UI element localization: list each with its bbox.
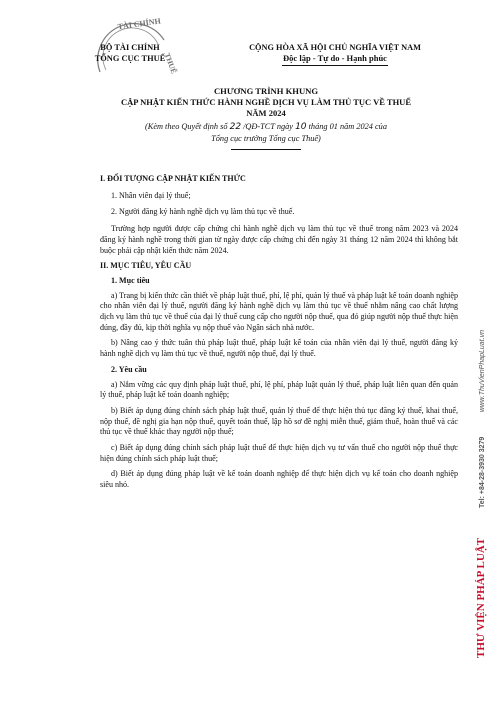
national-header: [214, 42, 456, 66]
watermark-sidebar: [470, 262, 496, 662]
subsection-heading: 2. Yêu cầu: [111, 364, 147, 374]
decision-reference: [60, 121, 472, 145]
agency-department: TỔNG CỤC THUẾ: [94, 54, 166, 63]
seal-top-text: TÀI CHÍNH: [117, 16, 162, 32]
watermark-contact: Tel: +84-28-3930 3279: [479, 436, 486, 508]
section-heading-1: I. ĐỐI TƯỢNG CẬP NHẬT KIẾN THỨC: [100, 174, 246, 183]
paragraph: d) Biết áp dụng đúng pháp luật về kế toán doanh nghiệp để thực hiện dịch vụ kế toán cho doanh nghiệp siêu nhỏ.: [100, 469, 458, 490]
paragraph: c) Biết áp dụng đúng chính sách pháp luật thuế để thực hiện dịch vụ tư vấn thuế cho người nộp thuế thực hiện đúng chính sách pháp luật thuế;: [100, 443, 458, 463]
decision-number: 22: [229, 122, 242, 132]
issuing-agency: [76, 42, 184, 64]
title-underline: [231, 149, 301, 150]
section-heading-2: II. MỤC TIÊU, YÊU CẦU: [100, 261, 192, 271]
paragraph: Trường hợp người được cấp chứng chỉ hành nghề dịch vụ làm thủ tục về thuế trong năm 2023 và 2024 đăng ký hành nghề trong thời gian từ ngày được cấp chứng chỉ đến ngày 31 tháng 12 năm 2024 thì không bắt buộc phải cập nhật kiến thức năm 2024.: [100, 224, 458, 255]
decision-text-1: (Kèm theo Quyết định số: [145, 122, 228, 131]
subsection-heading: 1. Mục tiêu: [111, 275, 150, 285]
document-body: [100, 172, 458, 491]
agency-ministry: BỘ TÀI CHÍNH: [100, 43, 160, 52]
decision-text-2: /QĐ-TCT ngày: [243, 122, 293, 131]
nation-name: CỘNG HÒA XÃ HỘI CHỦ NGHĨA VIỆT NAM: [249, 43, 421, 52]
list-item: 2. Người đăng ký hành nghề dịch vụ làm thủ tục về thuế.: [111, 207, 295, 217]
watermark-brand: THƯ VIỆN PHÁP LUẬT: [475, 537, 487, 658]
nation-motto: Độc lập - Tự do - Hạnh phúc: [283, 53, 387, 63]
list-item: 1. Nhân viên đại lý thuế;: [111, 190, 191, 200]
document-year: NĂM 2024: [246, 108, 286, 118]
seal-right-text: THUẾ: [162, 51, 178, 75]
document-title: CHƯƠNG TRÌNH KHUNG: [213, 86, 319, 96]
paragraph: b) Biết áp dụng đúng chính sách pháp luật thuế, quản lý thuế để thực hiện thủ tục đăng ký thuế, khai thuế, nộp thuế, đề nghị gia hạn nộp thuế, quyết toán thuế, lập hồ sơ đề nghị miễn thuế, giảm thuế, hoàn thuế và các thủ tục về thuế khác thay người nộp thuế;: [100, 405, 458, 437]
decision-day: 10: [295, 122, 307, 132]
document-title-block: [60, 86, 472, 150]
paragraph: a) Nắm vững các quy định pháp luật thuế, phí, lệ phí, pháp luật quản lý thuế, pháp luật liên quan đến quản lý thuế, pháp luật kế toán doanh nghiệp;: [100, 379, 458, 400]
decision-text-4: Tổng cục trưởng Tổng cục Thuế): [211, 134, 321, 143]
paragraph: b) Nâng cao ý thức tuân thủ pháp luật thuế, pháp luật kế toán của nhân viên đại lý thuế, người đăng ký hành nghề dịch vụ làm thủ tục về thuế, người nộp thuế, đại lý thuế.: [100, 338, 458, 359]
watermark-url: www.ThuVienPhapLuat.vn: [479, 330, 486, 412]
motto-underline: [282, 65, 388, 66]
decision-text-3: tháng 01 năm 2024 của: [308, 122, 387, 131]
paragraph: a) Trang bị kiến thức cần thiết về pháp luật thuế, phí, lệ phí, quản lý thuế và pháp luật kế toán doanh nghiệp cho nhân viên đại lý thuế, người đăng ký hành nghề dịch vụ làm thủ tục về thuế nhằm nâng cao chất lượng dịch vụ làm thủ tục về thuế của đại lý thuế cung cấp cho người nộp thuế, qua đó giúp người nộp thuế thực hiện đúng, đầy đủ, kịp thời nghĩa vụ nộp thuế vào Ngân sách nhà nước.: [100, 290, 458, 332]
document-subtitle: CẬP NHẬT KIẾN THỨC HÀNH NGHỀ DỊCH VỤ LÀM THỦ TỤC VỀ THUẾ: [121, 97, 411, 107]
